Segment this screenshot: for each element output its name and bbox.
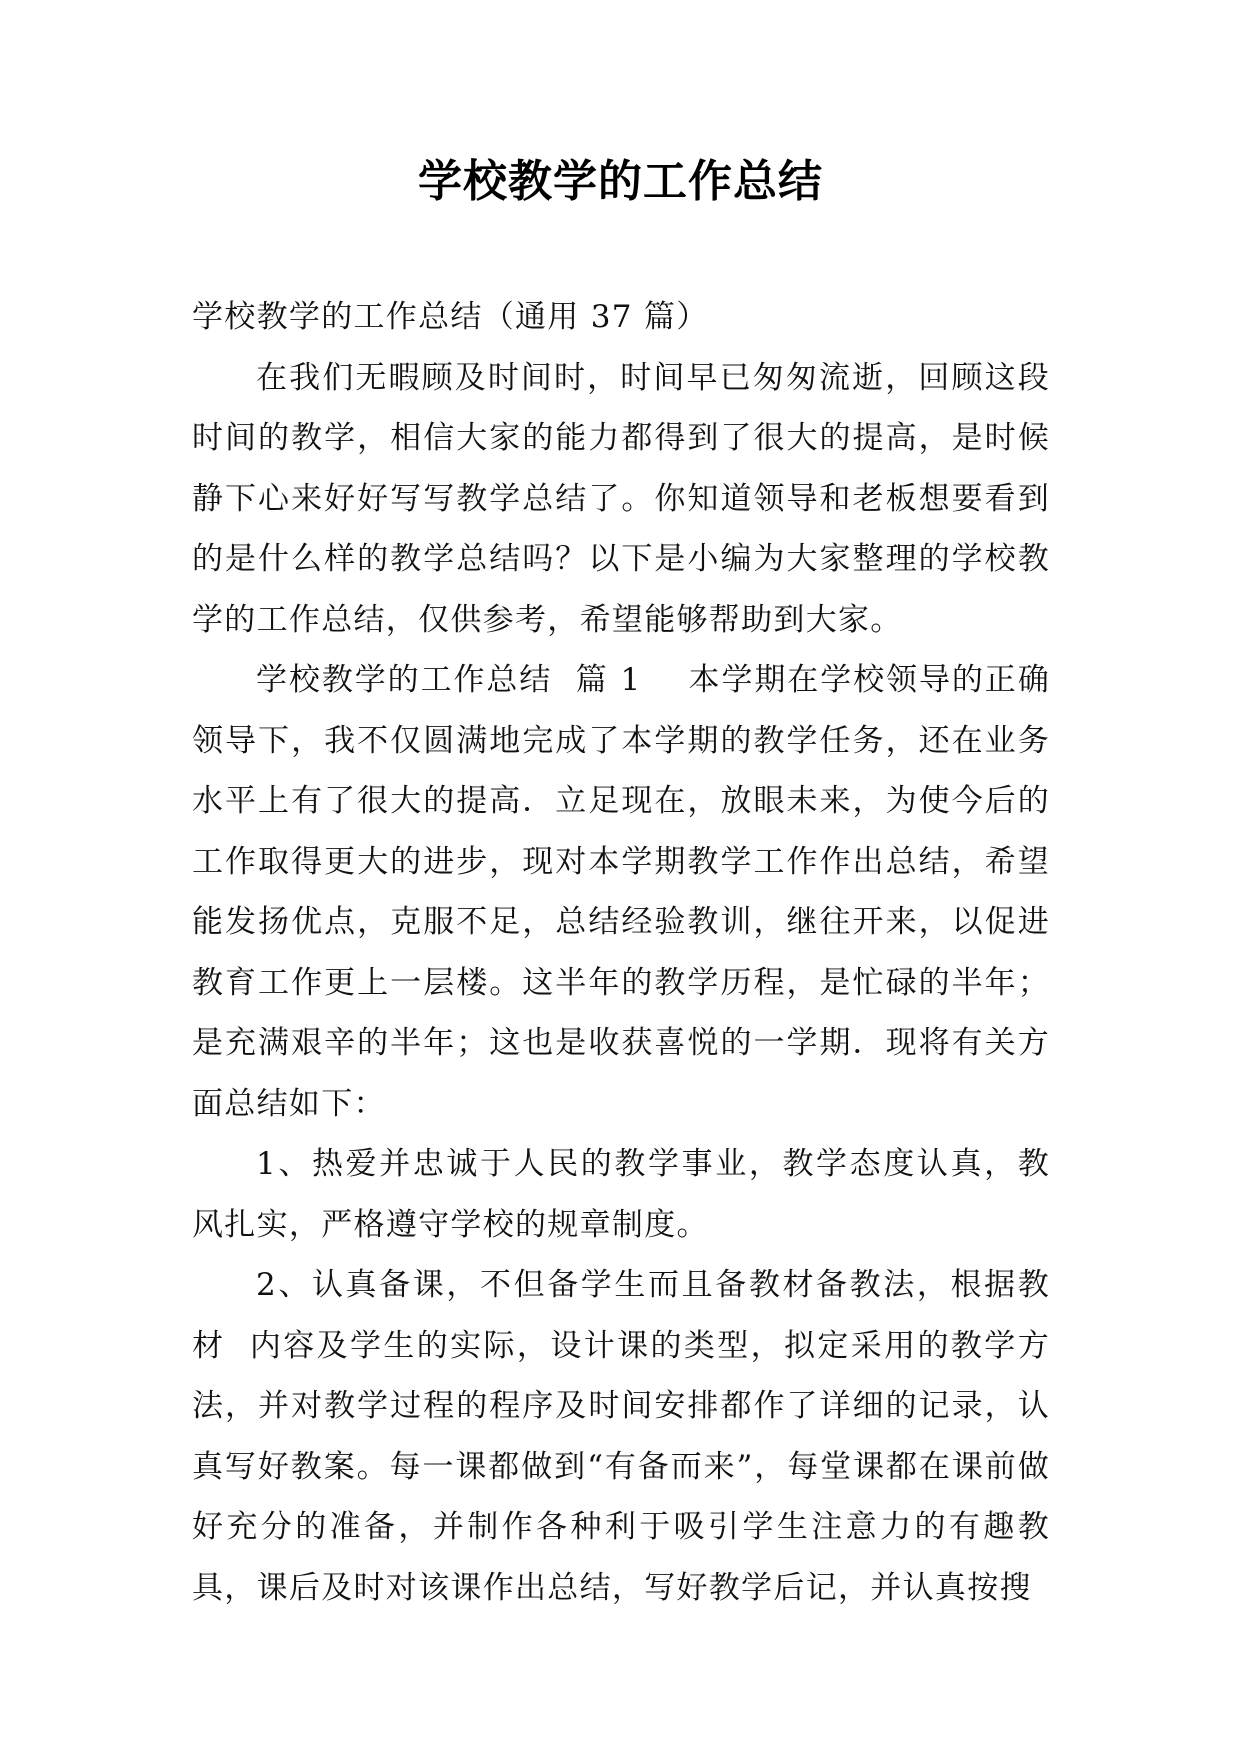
paragraph-item-2: 2、认真备课，不但备学生而且备教材备教法，根据教材 内容及学生的实际，设计课的类型，拟定采用的教学方法，并对教学过程的程序及时间安排都作了详细的记录，认真写好教案。每一课都做到“有备而来”，每堂课都在课前做好充分的准备，并制作各种利于吸引学生注意力的有趣教具，课后及时对该课作出总结，写好教学后记，并认真按搜 [192, 1267, 1050, 1606]
paragraph-item-1: 1、热爱并忠诚于人民的教学事业，教学态度认真，教风扎实，严格遵守学校的规章制度。 [192, 1146, 1050, 1243]
document-title: 学校教学的工作总结 [418, 156, 823, 207]
document-subtitle: 学校教学的工作总结（通用 37 篇） [192, 299, 709, 335]
paragraph-intro: 在我们无暇顾及时间时，时间早已匆匆流逝，回顾这段时间的教学，相信大家的能力都得到了很大的提高，是时候静下心来好好写写教学总结了。你知道领导和老板想要看到的是什么样的教学总结吗？以下是小编为大家整理的学校教学的工作总结，仅供参考，希望能够帮助到大家。 [192, 359, 1050, 638]
paragraph-part-1: 学校教学的工作总结 篇 1 本学期在学校领导的正确领导下，我不仅圆满地完成了本学期的教学任务，还在业务水平上有了很大的提高．立足现在，放眼未来，为使今后的工作取得更大的进步，现对本学期教学工作作出总结，希望能发扬优点，克服不足，总结经验教训，继往开来，以促进教育工作更上一层楼。这半年的教学历程，是忙碌的半年；是充满艰辛的半年；这也是收获喜悦的一学期．现将有关方面总结如下： [192, 662, 1050, 1122]
document-body [192, 287, 1050, 1618]
